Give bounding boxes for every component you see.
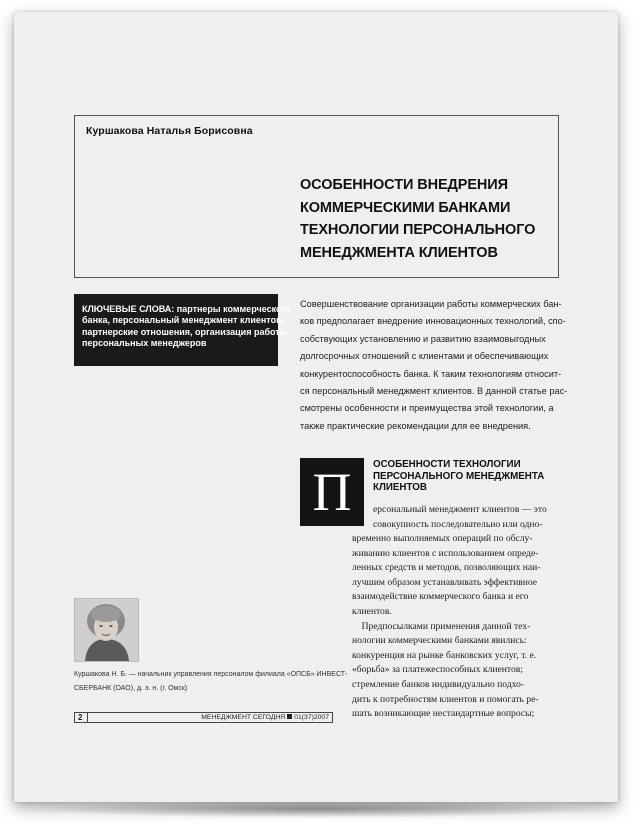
body-line: лучшим образом устанавливать эффективное bbox=[352, 576, 538, 588]
abstract-line: собствующих установлению и развитию взаимовыгодных bbox=[300, 333, 546, 344]
keywords-line: банка, персональный менеджмент клиентов, bbox=[82, 315, 285, 326]
abstract-line: смотрены особенности и преимущества этой технологии, а bbox=[300, 403, 554, 414]
journal-name: МЕНЕДЖМЕНТ СЕГОДНЯ bbox=[201, 714, 286, 721]
page-number: 2 bbox=[78, 713, 83, 722]
body-line: ерсональный менеджмент клиентов — это bbox=[373, 504, 547, 515]
section-heading-line: КЛИЕНТОВ bbox=[373, 482, 427, 493]
author-name: Куршакова Наталья Борисовна bbox=[86, 125, 253, 137]
title-line: КОММЕРЧЕСКИМИ БАНКАМИ bbox=[300, 199, 511, 216]
body-line: клиентов. bbox=[352, 605, 392, 617]
footer-divider bbox=[87, 713, 88, 722]
section-heading-line: ПЕРСОНАЛЬНОГО МЕНЕДЖМЕНТА bbox=[373, 470, 545, 482]
body-line: дить к потребностям клиентов и помогать ре- bbox=[352, 693, 539, 705]
body-line: живанию клиентов с использованием опреде- bbox=[352, 547, 539, 559]
title-line: ОСОБЕННОСТИ ВНЕДРЕНИЯ bbox=[300, 177, 508, 193]
section-heading bbox=[373, 459, 558, 494]
article-title bbox=[300, 174, 550, 264]
body-line: ленных средств и методов, позволяющих наи- bbox=[352, 562, 541, 574]
abstract bbox=[300, 296, 568, 435]
caption-line: Куршакова Н. Б. — начальник управления персоналом филиала «ОПСБ» ИНВЕСТ- bbox=[74, 671, 348, 678]
keywords-line: КЛЮЧЕВЫЕ СЛОВА: партнеры коммерческого bbox=[82, 304, 291, 314]
body-line: «борьба» за платежеспособных клиентов; bbox=[352, 664, 523, 676]
title-line: ТЕХНОЛОГИИ ПЕРСОНАЛЬНОГО bbox=[300, 222, 536, 238]
journal-info bbox=[201, 714, 329, 722]
page-shadow bbox=[30, 800, 604, 818]
drop-cap: П bbox=[300, 458, 364, 526]
body-line: Предпосылками применения данной тех- bbox=[352, 620, 531, 632]
body-line: нологии коммерческими банками явились: bbox=[352, 635, 527, 647]
body-line: временно выполняемых операций по обслу- bbox=[352, 533, 533, 544]
body-line: стремление банков индивидуально подхо- bbox=[352, 678, 525, 690]
abstract-line: также практические рекомендации для ее внедрения. bbox=[300, 420, 531, 431]
keywords-line: партнерские отношения, организация работы bbox=[82, 326, 288, 337]
body-text-indented bbox=[373, 503, 559, 532]
body-line: шать возникающие нестандартные вопросы; bbox=[352, 708, 535, 720]
portrait-image bbox=[75, 599, 138, 661]
square-bullet-icon bbox=[287, 714, 292, 719]
abstract-line: ся персональный менеджмент клиентов. В данной статье рас- bbox=[300, 386, 568, 397]
section-heading-line: ОСОБЕННОСТИ ТЕХНОЛОГИИ bbox=[373, 459, 521, 470]
caption-line: СБЕРБАНК (ОАО), д. э. н. (г. Омск) bbox=[74, 685, 188, 692]
abstract-line: ков предполагает внедрение инновационных технологий, спо- bbox=[300, 316, 566, 327]
keywords-box bbox=[74, 294, 291, 366]
abstract-line: конкурентоспособность банка. К таким технологиям относит- bbox=[300, 368, 562, 379]
page-footer bbox=[74, 712, 333, 723]
body-text bbox=[352, 532, 559, 722]
body-line: конкуренция на рынке банковских услуг, т. е. bbox=[352, 649, 537, 661]
abstract-line: долгосрочных отношений с клиентами и обеспечивающих bbox=[300, 351, 549, 362]
title-line: МЕНЕДЖМЕНТА КЛИЕНТОВ bbox=[300, 244, 498, 261]
issue-number: 01(37)2007 bbox=[294, 714, 329, 721]
keywords-line: персональных менеджеров bbox=[82, 337, 207, 348]
body-line: совокупность последовательно или одно- bbox=[373, 518, 543, 530]
abstract-line: Совершенствование организации работы коммерческих бан- bbox=[300, 299, 562, 309]
author-photo bbox=[74, 598, 139, 662]
body-line: взаимодействие коммерческого банка и его bbox=[352, 591, 529, 603]
author-caption bbox=[74, 668, 348, 696]
